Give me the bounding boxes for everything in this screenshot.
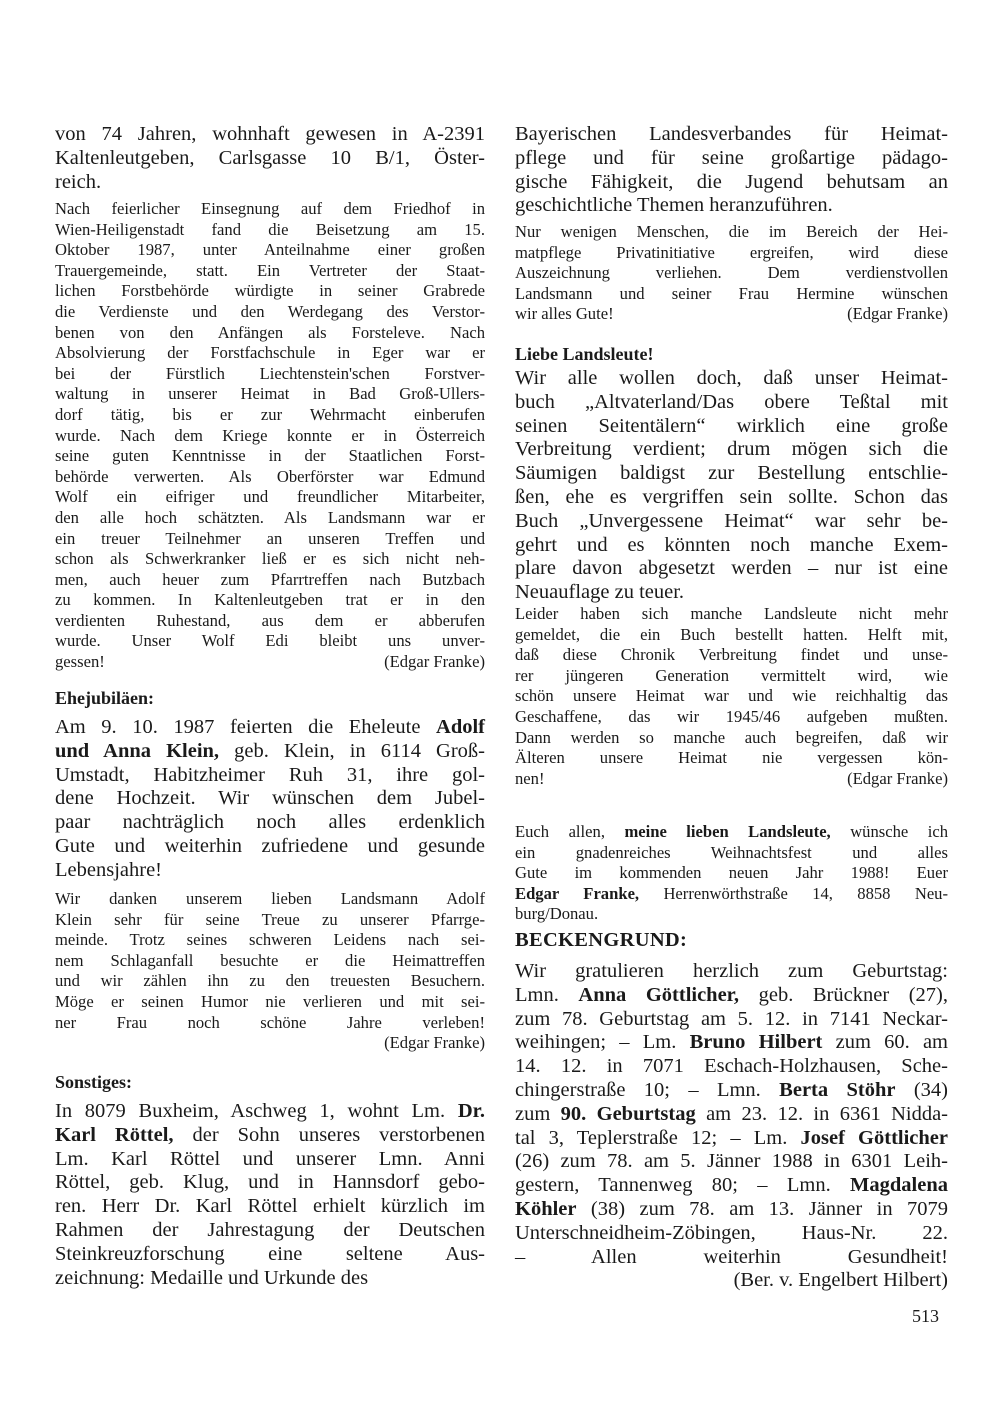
text-line (515, 984, 948, 1008)
text-line (55, 611, 485, 632)
text-line (515, 304, 948, 325)
text-line (515, 510, 948, 534)
text-segment: gestern, Tannenweg 80; – Lmn. (515, 1174, 851, 1197)
section-heading: Ehejubiläen: (55, 688, 155, 708)
line-text: Gute im kommenden neuen Jahr 1988! Euer (515, 863, 948, 883)
text-line (515, 1222, 948, 1246)
text-line (515, 707, 948, 728)
paragraph (55, 123, 485, 194)
text-line (55, 764, 485, 788)
bold-name: Köhler (515, 1197, 577, 1220)
text-line (515, 147, 948, 171)
text-line (55, 570, 485, 591)
paragraph (515, 123, 948, 218)
line-text: gehrt und es könnten noch manche Exem- (515, 533, 948, 556)
text-segment: Am 9. 10. 1987 feierten die Eheleute (55, 716, 437, 738)
line-text: men, auch heuer zum Pfarrtreffen nach Butzbach (55, 569, 485, 589)
text-line (55, 889, 485, 910)
text-segment: zum (515, 1102, 561, 1125)
bold-name: Berta Stöhr (779, 1078, 896, 1101)
text-line (515, 960, 948, 984)
text-line (515, 1269, 948, 1293)
text-line (515, 1150, 948, 1174)
text-segment: weihingen; – Lm. (515, 1031, 690, 1054)
line-text (515, 1103, 948, 1127)
line-text: bei der Fürstlich Liechtenstein'schen Forstver- (55, 363, 485, 383)
text-line (515, 534, 948, 558)
text-line (515, 1198, 948, 1222)
text-line (55, 740, 485, 764)
text-segment: der Sohn unseres verstorbenen (173, 1123, 485, 1146)
bold-name: und Anna Klein, (55, 739, 220, 762)
line-text: Buch „Unvergessene Heimat“ war sehr be- (515, 509, 948, 532)
text-line (515, 1246, 948, 1270)
bold-name: Karl Röttel, (55, 1123, 174, 1146)
author-signature: (Ber. v. Engelbert Hilbert) (733, 1269, 948, 1292)
line-text: verdienten Ruhestand, aus dem er abberufen (55, 610, 485, 630)
section-heading: Liebe Landsleute! (515, 344, 654, 364)
text-line (55, 405, 485, 426)
line-text: wurde. Nach dem Kriege konnte er in Österreich (55, 425, 485, 445)
text-line (515, 666, 948, 687)
line-text: Trauergemeinde, statt. Ein Vertreter der Staat- (55, 260, 485, 280)
text-line (515, 884, 948, 905)
text-line (515, 194, 948, 218)
text-line (55, 1195, 485, 1219)
line-text (515, 1174, 948, 1198)
text-line (55, 971, 485, 992)
line-text: Oktober 1987, unter Anteilnahme einer großen (55, 240, 485, 260)
text-line (55, 240, 485, 261)
line-text: matpflege Privatinitiative ergreifen, wird diese (515, 242, 948, 262)
line-text: ren. Herr Dr. Karl Röttel erhielt kürzlich im (55, 1195, 485, 1218)
line-text: Wir danken unserem lieben Landsmann Adolf (55, 889, 485, 908)
line-text: burg/Donau. (515, 904, 599, 924)
text-line (515, 863, 948, 884)
line-text: und wir zählen ihn zu den treuesten Besuchern. (55, 971, 485, 991)
line-text: Rahmen der Jahrestagung der Deutschen (55, 1218, 485, 1241)
paragraph (55, 889, 485, 1054)
text-line (515, 904, 948, 925)
line-text: zum 78. Geburtstag am 5. 12. in 7141 Neckar- (515, 1007, 948, 1030)
line-text: ßen, ehe es vergriffen sein sollte. Schon das (515, 485, 948, 508)
line-text: zeichnung: Medaille und Urkunde des (55, 1266, 369, 1289)
text-segment: chingerstraße 10; – Lmn. (515, 1078, 780, 1101)
text-line (55, 364, 485, 385)
text-line (55, 1013, 485, 1034)
text-line (55, 384, 485, 405)
text-segment: geb. Klein, in 6114 Groß- (219, 739, 486, 762)
text-segment: In 8079 Buxheim, Aschweg 1, wohnt Lm. (55, 1100, 458, 1122)
line-text: (26) zum 78. am 5. Jänner 1988 in 6301 Leih- (515, 1150, 948, 1173)
paragraph (55, 716, 485, 883)
text-line (55, 835, 485, 859)
line-text: die Verdienste und den Werdegang des Verstor- (55, 301, 485, 321)
line-text (515, 1198, 948, 1222)
line-text: behörde verwerten. Als Oberförster war Edmund (55, 466, 485, 486)
text-line (55, 1100, 485, 1124)
text-segment: tal 3, Teplerstraße 12; – Lm. (515, 1126, 801, 1149)
line-text (55, 1124, 485, 1148)
text-line (55, 716, 485, 740)
line-text: wurde. Unser Wolf Edi bleibt uns unver- (55, 631, 485, 651)
text-line (55, 487, 485, 508)
line-text: rer jüngeren Generation vermittelt wird, wie (515, 665, 948, 685)
line-text: Verbreitung verdient; drum mögen sich die (515, 438, 948, 461)
line-text: lichen Forstbehörde würdigte in seiner Grabrede (55, 281, 485, 301)
paragraph (55, 199, 485, 673)
line-text: gemeldet, die ein Buch bestellt hatten. Helft mit, (515, 624, 948, 644)
line-text: den alle hoch schätzten. Als Landsmann war er (55, 507, 485, 527)
text-line (55, 302, 485, 323)
line-text: Leider haben sich manche Landsleute nicht mehr (515, 604, 948, 623)
line-text: geschichtliche Themen heranzuführen. (515, 194, 833, 217)
text-line (55, 631, 485, 652)
text-line (515, 263, 948, 284)
author-signature: (Edgar Franke) (384, 652, 485, 672)
line-text: Wolf ein eifriger und freundlicher Mitarbeiter, (55, 487, 485, 507)
text-line (55, 1148, 485, 1172)
line-text: Lebensjahre! (55, 858, 162, 881)
paragraph (515, 367, 948, 605)
text-line (515, 1174, 948, 1198)
line-text: Neuauflage zu teuer. (515, 581, 685, 604)
text-line (55, 930, 485, 951)
text-line (55, 467, 485, 488)
text-line (55, 859, 485, 883)
text-segment: geb. Brückner (27), (739, 983, 949, 1006)
line-text: Wir gratulieren herzlich zum Geburtstag: (515, 960, 948, 982)
line-text: 14. 12. in 7071 Eschach-Holzhausen, Sche- (515, 1055, 948, 1078)
bold-name: Bruno Hilbert (689, 1031, 823, 1054)
bold-name: Edgar Franke, (515, 883, 640, 903)
section-heading: BECKENGRUND: (515, 929, 688, 951)
text-line (515, 391, 948, 415)
line-text: Umstadt, Habitzheimer Ruh 31, ihre gol- (55, 763, 485, 786)
line-text (515, 822, 948, 843)
text-line (515, 243, 948, 264)
text-line (515, 625, 948, 646)
text-segment: zum 60. am (822, 1031, 948, 1054)
line-text: zu kommen. In Kaltenleutgeben trat er in den (55, 590, 485, 610)
text-line (55, 220, 485, 241)
text-line (515, 438, 948, 462)
text-line (515, 748, 948, 769)
text-line (515, 822, 948, 843)
line-text: Röttel, geb. Klug, und in Hannsdorf gebo- (55, 1171, 485, 1194)
text-line (515, 1079, 948, 1103)
text-line (55, 1219, 485, 1243)
text-segment: Euch allen, (515, 822, 625, 841)
line-text: seine guten Kenntnisse in der Staatlichen Forst- (55, 446, 485, 466)
text-line (515, 284, 948, 305)
line-text (515, 1031, 948, 1055)
text-line (515, 171, 948, 195)
line-text: daß diese Chronik Verbreitung findet und unse- (515, 645, 948, 665)
author-signature: (Edgar Franke) (847, 304, 948, 324)
line-text: Unterschneidheim-Zöbingen, Haus-Nr. 22. (515, 1221, 948, 1244)
text-line (55, 343, 485, 364)
line-text (55, 716, 485, 740)
text-segment: Herrenwörthstraße 14, 8858 Neu- (639, 883, 949, 903)
text-line (515, 1127, 948, 1151)
section-heading: Sonstiges: (55, 1072, 133, 1092)
line-text: Älteren unsere Heimat nie vergessen kön- (515, 748, 948, 768)
text-line (55, 652, 485, 673)
line-text: dene Hochzeit. Wir wünschen dem Jubel- (55, 787, 485, 810)
text-line (55, 1243, 485, 1267)
line-text: Steinkreuzforschung eine seltene Aus- (55, 1242, 485, 1265)
line-text: Absolvierung der Forstfachschule in Eger war er (55, 343, 485, 363)
line-text: von 74 Jahren, wohnhaft gewesen in A-2391 (55, 123, 485, 145)
text-line (515, 222, 948, 243)
text-line (55, 529, 485, 550)
text-line (515, 1055, 948, 1079)
bold-name: Adolf (436, 716, 485, 738)
text-line (515, 557, 948, 581)
paragraph (515, 604, 948, 789)
bold-name: Anna Göttlicher, (578, 983, 740, 1006)
line-text: Nur wenigen Menschen, die im Bereich der Hei- (515, 222, 948, 241)
line-text: seinen Seitentälern“ wirklich eine große (515, 414, 948, 437)
text-line (55, 446, 485, 467)
text-line (515, 645, 948, 666)
text-line (55, 147, 485, 171)
line-text: – Allen weiterhin Gesundheit! (515, 1245, 948, 1268)
line-text: Auszeichnung verliehen. Dem verdienstvollen (515, 263, 948, 283)
line-text: Wien-Heiligenstadt fand die Beisetzung am 15. (55, 219, 485, 239)
paragraph (515, 222, 948, 325)
text-line (55, 549, 485, 570)
text-line (55, 590, 485, 611)
text-line (55, 951, 485, 972)
text-line (55, 323, 485, 344)
line-text: nem Schlaganfall besuchte er die Heimattreffen (55, 950, 485, 970)
line-text: Kaltenleutgeben, Carlsgasse 10 B/1, Öster- (55, 146, 485, 169)
text-line (515, 769, 948, 790)
text-line (55, 787, 485, 811)
line-text: Nach feierlicher Einsegnung auf dem Friedhof in (55, 199, 485, 218)
bold-name: 90. Geburtstag (560, 1102, 696, 1125)
line-text: dorf tätig, bis er zur Wehrmacht einberufen (55, 404, 485, 424)
text-line (515, 581, 948, 605)
line-text: ner Frau noch schöne Jahre verleben! (55, 1012, 485, 1032)
text-line (55, 1124, 485, 1148)
bold-name: Magdalena (850, 1174, 948, 1197)
line-text: Dann werden so manche auch begreifen, daß wir (515, 727, 948, 747)
line-text: Landsmann und seiner Frau Hermine wünschen (515, 283, 948, 303)
text-line (55, 281, 485, 302)
line-text: reich. (55, 170, 102, 193)
line-text: Wir alle wollen doch, daß unser Heimat- (515, 367, 948, 389)
text-line (55, 992, 485, 1013)
text-line (55, 171, 485, 195)
text-line (515, 1031, 948, 1055)
bold-name: meine lieben Landsleute, (624, 822, 831, 841)
text-segment: wünsche ich (830, 822, 948, 841)
text-line (55, 910, 485, 931)
text-line (55, 811, 485, 835)
text-line (55, 1267, 485, 1291)
line-text (55, 1100, 485, 1124)
line-text: gessen! (55, 652, 105, 672)
text-line (515, 462, 948, 486)
bold-name: Josef Göttlicher (800, 1126, 948, 1149)
text-line (55, 1033, 485, 1054)
text-line (515, 1103, 948, 1127)
text-segment: Lmn. (515, 983, 579, 1006)
page-number: 513 (912, 1306, 939, 1326)
line-text: Gute und weiterhin zufriedene und gesunde (55, 834, 485, 857)
line-text (515, 984, 948, 1008)
text-line (55, 1171, 485, 1195)
line-text: schon als Schwerkranker ließ er es sich nicht neh- (55, 549, 485, 569)
text-line (55, 199, 485, 220)
line-text (515, 1079, 948, 1103)
paragraph (55, 1100, 485, 1290)
author-signature: (Edgar Franke) (384, 1033, 485, 1053)
text-line (515, 843, 948, 864)
line-text: nen! (515, 768, 545, 788)
line-text: Bayerischen Landesverbandes für Heimat- (515, 123, 948, 145)
text-line (515, 367, 948, 391)
text-segment: (38) zum 78. am 13. Jänner in 7079 (576, 1197, 948, 1220)
line-text: meinde. Trotz seines schweren Leidens nach sei- (55, 930, 485, 950)
text-line (515, 1008, 948, 1032)
line-text: waltung in unserer Heimat in Bad Groß-Ullers- (55, 384, 485, 404)
text-line (515, 728, 948, 749)
text-line (515, 486, 948, 510)
line-text (515, 884, 948, 905)
text-line (55, 123, 485, 147)
line-text: paar nachträglich noch alles erdenklich (55, 811, 485, 834)
line-text: Lm. Karl Röttel und unserer Lmn. Anni (55, 1147, 485, 1170)
bold-name: Dr. (457, 1100, 485, 1122)
line-text: Geschaffene, das wir 1945/46 aufgeben mußten. (515, 706, 948, 726)
text-line (515, 604, 948, 625)
line-text: pflege und für seine großartige pädago- (515, 146, 948, 169)
line-text: plare davon abgesetzt werden – nur ist eine (515, 557, 948, 580)
line-text: benen von den Anfängen als Forsteleve. Nach (55, 322, 485, 342)
line-text: Säumigen baldigst zur Bestellung entschlie- (515, 462, 948, 485)
line-text (515, 1127, 948, 1151)
text-line (515, 123, 948, 147)
line-text: gische Fähigkeit, die Jugend behutsam an (515, 170, 948, 193)
author-signature: (Edgar Franke) (847, 768, 948, 788)
text-line (55, 261, 485, 282)
line-text: schön unsere Heimat war und wie reichhaltig das (515, 686, 948, 706)
line-text: ein treuer Teilnehmer an unseren Treffen und (55, 528, 485, 548)
paragraph (515, 822, 948, 925)
line-text: wir alles Gute! (515, 304, 614, 324)
text-line (55, 508, 485, 529)
line-text: Klein sehr für seine Treue zu unserer Pfarrge- (55, 909, 485, 929)
text-line (515, 415, 948, 439)
line-text: ein gnadenreiches Weihnachtsfest und alles (515, 842, 948, 862)
text-line (55, 426, 485, 447)
line-text: buch „Altvaterland/Das obere Teßtal mit (515, 390, 948, 413)
paragraph (515, 960, 948, 1293)
line-text (55, 740, 485, 764)
line-text: Möge er seinen Humor nie verlieren und mit sei- (55, 991, 485, 1011)
text-segment: am 23. 12. in 6361 Nidda- (695, 1102, 949, 1125)
text-line (515, 686, 948, 707)
text-segment: (34) (895, 1078, 948, 1101)
